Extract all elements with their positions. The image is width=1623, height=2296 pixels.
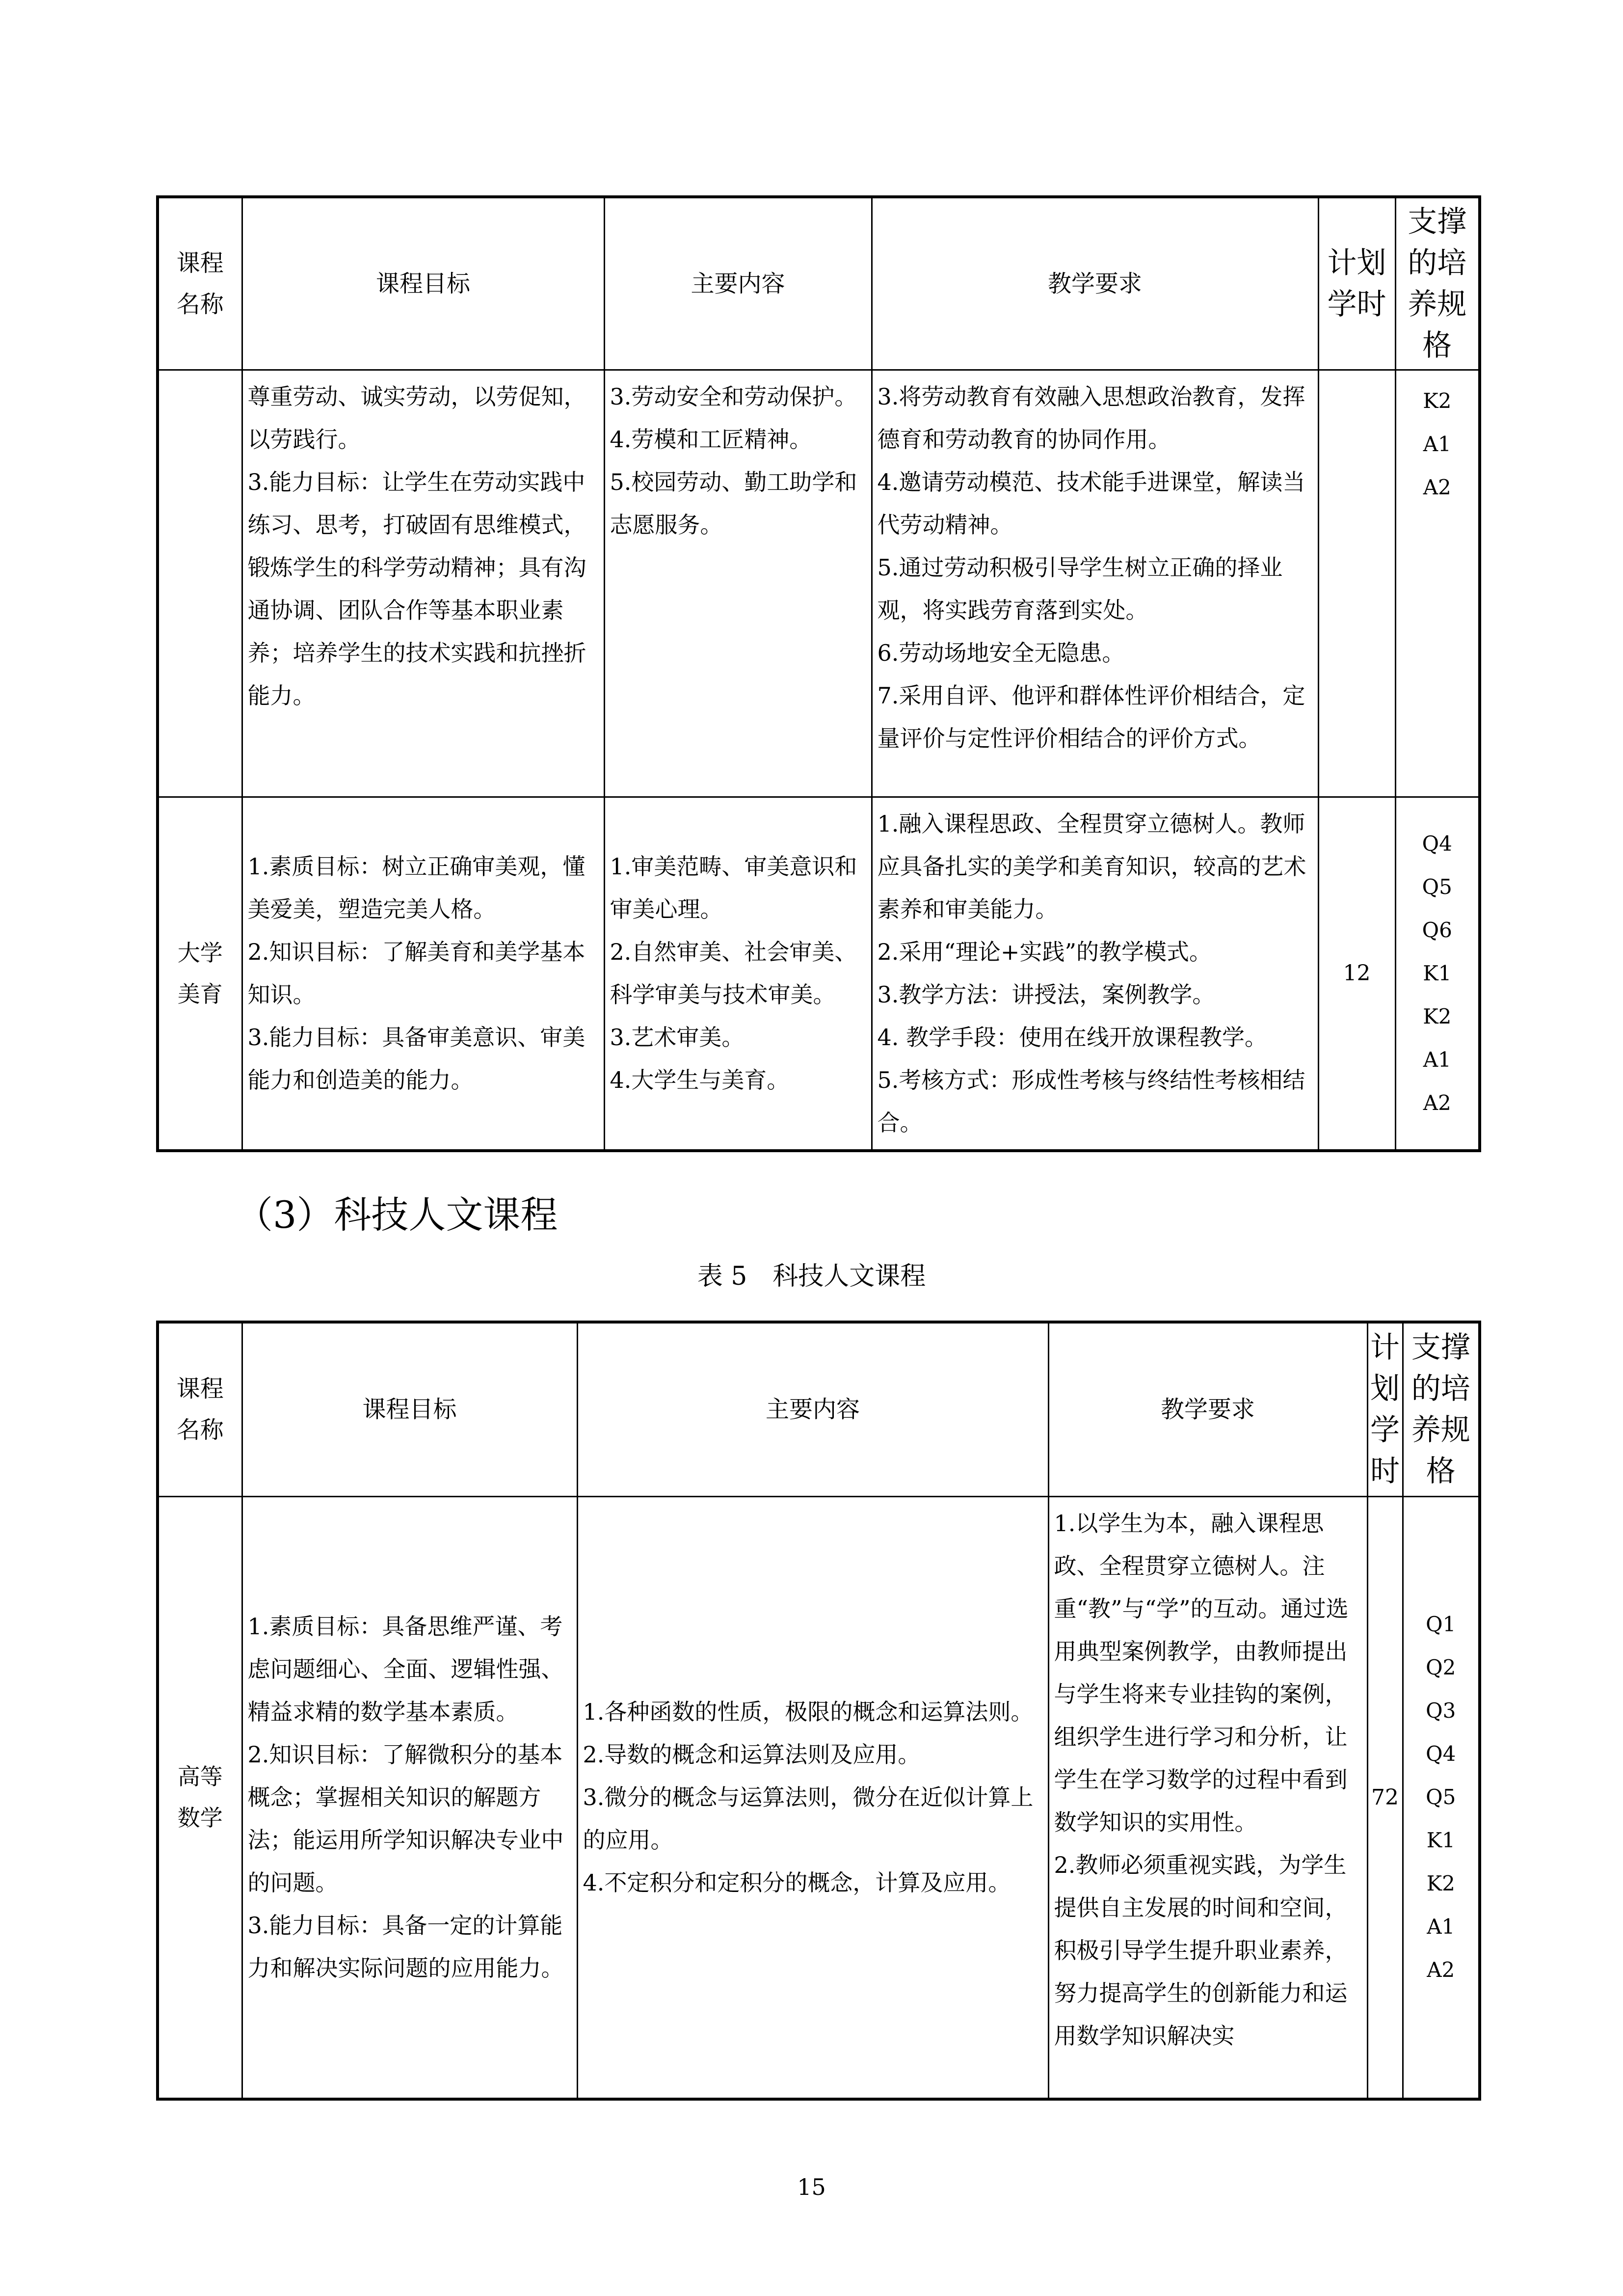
spec-code: K1 [1423, 961, 1452, 985]
requirement-item: 5.通过劳动积极引导学生树立正确的择业观，将实践劳育落到实处。 [877, 554, 1283, 623]
content-item: 3.微分的概念与运算法则，微分在近似计算上的应用。 [583, 1783, 1034, 1853]
main-content-cell [604, 370, 872, 797]
content-item: 3.劳动安全和劳动保护。 [610, 383, 857, 410]
support-spec-cell [1395, 797, 1480, 1151]
spec-code: A1 [1427, 1915, 1455, 1939]
header-planned-hours: 计 划 学 时 [1367, 1322, 1403, 1496]
course-goal-cell [242, 1496, 577, 2099]
requirement-item: 6.劳动场地安全无隐患。 [877, 639, 1125, 666]
main-content-cell [604, 797, 872, 1151]
main-content-cell [577, 1496, 1048, 2099]
support-spec-cell [1395, 370, 1480, 797]
content-item: 2.自然审美、社会审美、科学审美与技术审美。 [610, 938, 857, 1008]
table-header-row [158, 197, 1480, 370]
planned-hours-cell: 72 [1367, 1496, 1403, 2099]
table-row [158, 797, 1480, 1151]
goal-item: 尊重劳动、诚实劳动，以劳促知，以劳践行。 [247, 383, 586, 453]
section-heading: （3）科技人文课程 [236, 1193, 558, 1237]
spec-code: A2 [1423, 475, 1451, 499]
goal-item: 3.能力目标：让学生在劳动实践中练习、思考，打破固有思维模式，锻炼学生的科学劳动精神；具有沟通协调、团队合作等基本职业素养；培养学生的技术实践和抗挫折能力。 [247, 468, 586, 709]
header-course-goal: 课程目标 [242, 1322, 577, 1496]
course-name-cell: 大学 美育 [158, 797, 242, 1151]
requirement-item: 3.将劳动教育有效融入思想政治教育，发挥德育和劳动教育的协同作用。 [877, 383, 1305, 453]
spec-code: Q5 [1426, 1785, 1456, 1810]
header-course-name: 课程 名称 [158, 197, 242, 370]
spec-code: Q4 [1426, 1742, 1456, 1766]
content-item: 3.艺术审美。 [610, 1024, 745, 1051]
table-row [158, 370, 1480, 797]
header-teaching-requirement: 教学要求 [872, 197, 1318, 370]
requirement-cell [872, 797, 1318, 1151]
table-continued [156, 195, 1481, 1152]
header-course-goal: 课程目标 [242, 197, 604, 370]
goal-item: 1.素质目标：树立正确审美观，懂美爱美，塑造完美人格。 [247, 853, 585, 922]
goal-item: 3.能力目标：具备一定的计算能力和解决实际问题的应用能力。 [247, 1912, 564, 1981]
content-item: 1.审美范畴、审美意识和审美心理。 [610, 853, 857, 922]
content-item: 4.大学生与美育。 [610, 1066, 790, 1093]
goal-item: 2.知识目标：了解微积分的基本概念；掌握相关知识的解题方法；能运用所学知识解决专业中的问题。 [247, 1741, 564, 1896]
header-support-spec: 支撑 的培 养规 格 [1395, 197, 1480, 370]
requirement-item: 4. 教学手段：使用在线开放课程教学。 [877, 1024, 1268, 1051]
spec-code: A1 [1423, 432, 1451, 456]
requirement-item: 1.以学生为本，融入课程思政、全程贯穿立德树人。注重“教”与“学”的互动。通过选用典型案例教学，由教师提出与学生将来专业挂钩的案例，组织学生进行学习和分析，让学生在学习数学的过程中看到数学知识的实用性。 [1054, 1510, 1349, 1836]
header-support-spec: 支撑 的培 养规 格 [1403, 1322, 1480, 1496]
spec-code: Q3 [1426, 1699, 1456, 1723]
course-name-cell: 高等 数学 [158, 1496, 242, 2099]
requirement-item: 3.教学方法：讲授法，案例教学。 [877, 981, 1215, 1008]
header-planned-hours: 计划 学时 [1318, 197, 1395, 370]
goal-item: 2.知识目标：了解美育和美学基本知识。 [247, 938, 585, 1008]
content-item: 4.劳模和工匠精神。 [610, 426, 812, 453]
planned-hours-cell [1318, 370, 1395, 797]
spec-code: Q1 [1426, 1612, 1456, 1637]
goal-item: 3.能力目标：具备审美意识、审美能力和创造美的能力。 [247, 1024, 585, 1093]
spec-code: Q4 [1422, 831, 1452, 856]
requirement-item: 4.邀请劳动模范、技术能手进课堂，解读当代劳动精神。 [877, 468, 1305, 538]
spec-code: A2 [1427, 1958, 1455, 1982]
course-name-cell [158, 370, 242, 797]
spec-code: Q5 [1422, 874, 1452, 899]
header-main-content: 主要内容 [604, 197, 872, 370]
requirement-item: 5.考核方式：形成性考核与终结性考核相结合。 [877, 1066, 1305, 1136]
requirement-item: 2.教师必须重视实践，为学生提供自主发展的时间和空间，积极引导学生提升职业素养，努力提高学生的创新能力和运用数学知识解决实 [1054, 1851, 1348, 2049]
course-goal-cell [242, 370, 604, 797]
course-goal-cell [242, 797, 604, 1151]
table-row [158, 1496, 1480, 2099]
requirement-item: 1.融入课程思政、全程贯穿立德树人。教师应具备扎实的美学和美育知识，较高的艺术素养和审美能力。 [877, 810, 1306, 922]
table-science-humanities [156, 1321, 1481, 2101]
requirement-item: 7.采用自评、他评和群体性评价相结合，定量评价与定性评价相结合的评价方式。 [877, 682, 1305, 752]
table-header-row [158, 1322, 1480, 1496]
header-teaching-requirement: 教学要求 [1048, 1322, 1367, 1496]
requirement-cell [1048, 1496, 1367, 2099]
content-item: 5.校园劳动、勤工助学和志愿服务。 [610, 468, 857, 538]
table-caption: 表 5 科技人文课程 [697, 1262, 926, 1291]
spec-code: A1 [1423, 1047, 1451, 1072]
support-spec-cell [1403, 1496, 1480, 2099]
requirement-item: 2.采用“理论+实践”的教学模式。 [877, 938, 1212, 965]
header-main-content: 主要内容 [577, 1322, 1048, 1496]
content-item: 2.导数的概念和运算法则及应用。 [583, 1741, 921, 1768]
content-item: 4.不定积分和定积分的概念，计算及应用。 [583, 1869, 1011, 1896]
content-item: 1.各种函数的性质，极限的概念和运算法则。 [583, 1698, 1034, 1725]
spec-code: A2 [1423, 1090, 1451, 1115]
header-course-name: 课程 名称 [158, 1322, 242, 1496]
planned-hours-cell: 12 [1318, 797, 1395, 1151]
goal-item: 1.素质目标：具备思维严谨、考虑问题细心、全面、逻辑性强、精益求精的数学基本素质。 [247, 1613, 564, 1725]
page-number: 15 [797, 2174, 826, 2200]
spec-code: K1 [1426, 1828, 1455, 1853]
spec-code: Q2 [1426, 1655, 1456, 1680]
spec-code: K2 [1426, 1871, 1455, 1896]
spec-code: K2 [1423, 1004, 1452, 1028]
spec-code: K2 [1423, 388, 1452, 413]
spec-code: Q6 [1422, 918, 1452, 942]
requirement-cell [872, 370, 1318, 797]
